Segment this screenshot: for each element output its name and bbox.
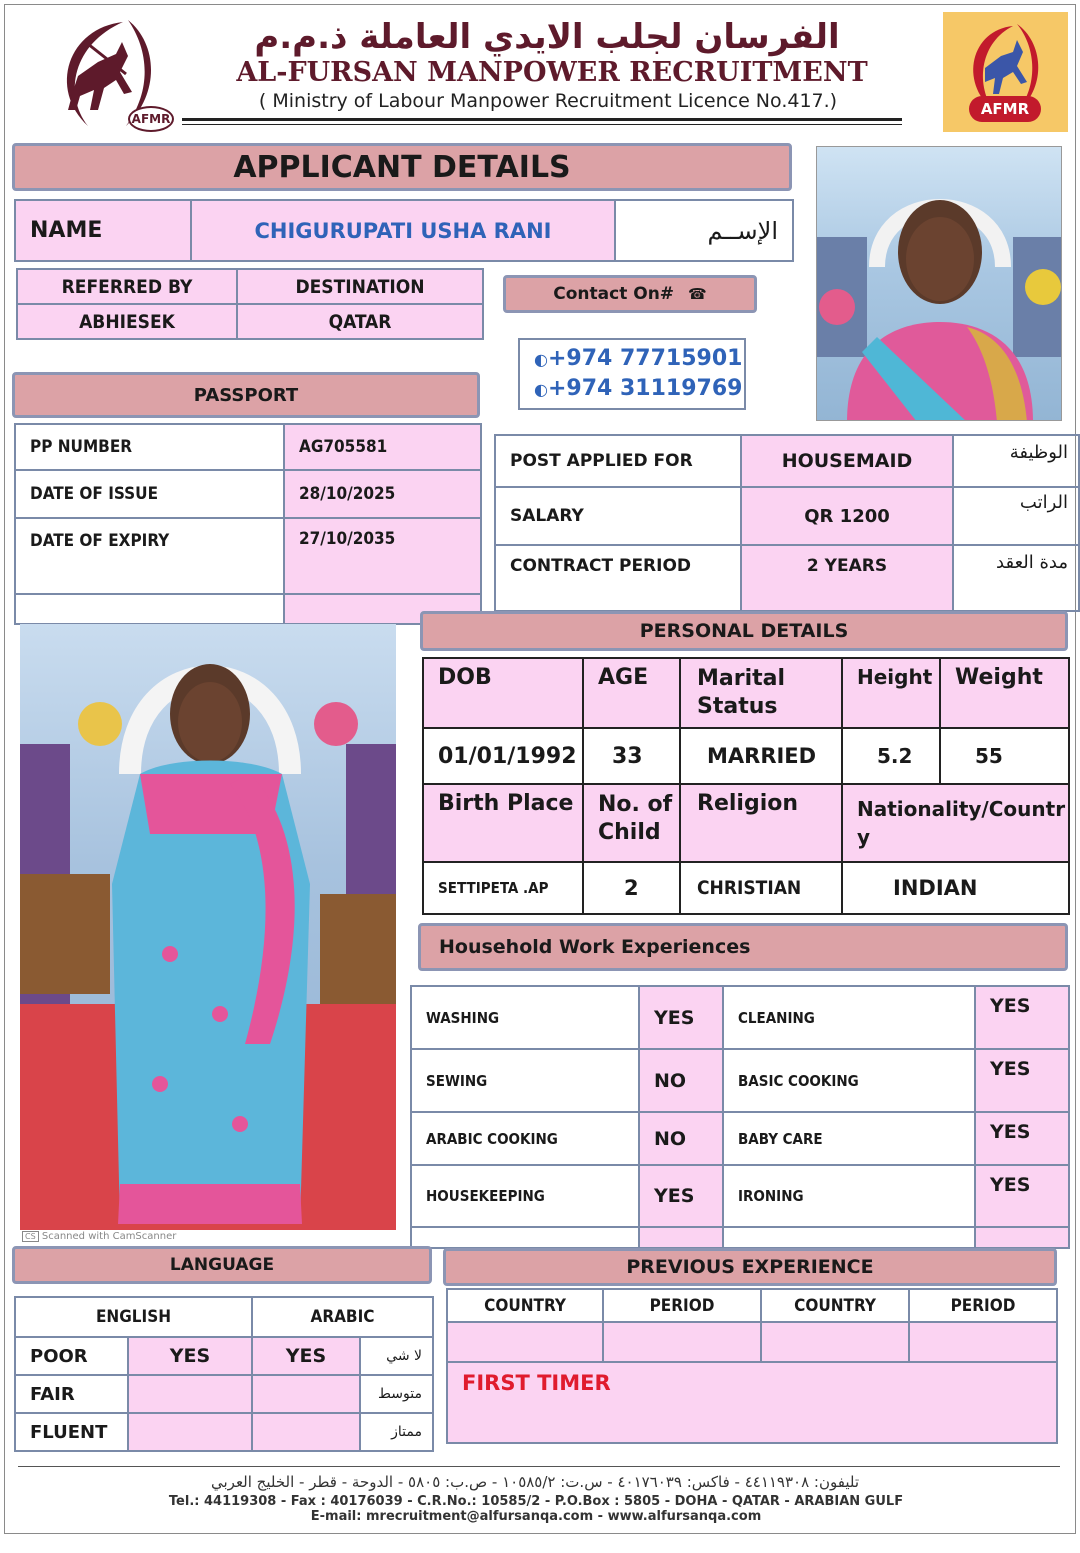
skill-ironing-label: IRONING xyxy=(723,1165,975,1227)
skill-baby-care-label: BABY CARE xyxy=(723,1112,975,1165)
household-empty-cell xyxy=(723,1227,975,1248)
prev-country-header-2: COUNTRY xyxy=(761,1289,909,1322)
whatsapp-icon: ◐ xyxy=(534,380,548,399)
pp-number-value: AG705581 xyxy=(284,424,481,470)
birthplace-value: SETTIPETA .AP xyxy=(423,862,583,914)
referred-by-value: ABHIESEK xyxy=(17,304,237,339)
prev-empty-cell xyxy=(909,1322,1057,1362)
age-header: AGE xyxy=(583,658,680,728)
level-fair-arabic: متوسط xyxy=(360,1375,433,1413)
contract-label-arabic: مدة العقد xyxy=(953,545,1079,611)
nationality-header: Nationality/Country xyxy=(842,784,1069,862)
english-fair-value xyxy=(128,1375,252,1413)
post-label-arabic: الوظيفة xyxy=(953,435,1079,487)
previous-experience-title xyxy=(443,1248,1057,1286)
salary-value: QR 1200 xyxy=(741,487,953,545)
company-licence: ( Ministry of Labour Manpower Recruitment Licence No.417.) xyxy=(258,90,838,112)
age-value: 33 xyxy=(583,728,680,784)
issue-date-label: DATE OF ISSUE xyxy=(15,470,284,518)
applicant-details-title-text: APPLICANT DETAILS xyxy=(233,149,571,185)
weight-header: Weight xyxy=(940,658,1069,728)
skill-housekeeping-label: HOUSEKEEPING xyxy=(411,1165,639,1227)
arabic-fluent-value xyxy=(252,1413,360,1451)
footer-english: Tel.: 44119308 - Fax : 40176039 - C.R.No.: 10585/2 - P.O.Box : 5805 - DOHA - QATAR - ARABIAN GULF xyxy=(168,1494,904,1509)
contact-phone-2: ◐+974 31119769 xyxy=(534,376,743,401)
salary-label-arabic: الراتب xyxy=(953,487,1079,545)
referred-by-label: REFERRED BY xyxy=(17,269,237,304)
skill-washing-value: YES xyxy=(639,986,723,1049)
passport-table xyxy=(14,423,482,625)
dob-value: 01/01/1992 xyxy=(423,728,583,784)
logo-badge: AFMR xyxy=(128,106,174,132)
skill-basic-cooking-label: BASIC COOKING xyxy=(723,1049,975,1112)
level-poor-arabic: لا شي xyxy=(360,1337,433,1375)
prev-country-header-1: COUNTRY xyxy=(447,1289,603,1322)
header-underline xyxy=(182,118,902,121)
issue-date-value: 28/10/2025 xyxy=(284,470,481,518)
footer-divider xyxy=(18,1466,1060,1467)
level-fluent-label: FLUENT xyxy=(15,1413,128,1451)
skill-sewing-label: SEWING xyxy=(411,1049,639,1112)
company-name-english: AL-FURSAN MANPOWER RECRUITMENT xyxy=(236,57,868,88)
height-header: Height xyxy=(842,658,940,728)
name-label: NAME xyxy=(15,200,191,261)
religion-header: Religion xyxy=(680,784,842,862)
weight-value: 55 xyxy=(940,728,1069,784)
skill-arabic-cooking-label: ARABIC COOKING xyxy=(411,1112,639,1165)
expiry-date-value: 27/10/2035 xyxy=(284,518,481,594)
household-empty-cell xyxy=(975,1227,1069,1248)
contact-phone-1: ◐+974 77715901 xyxy=(534,346,743,371)
footer-email: E-mail: mrecruitment@alfursanqa.com - www.alfursanqa.com xyxy=(310,1509,762,1524)
prev-period-header-1: PERIOD xyxy=(603,1289,761,1322)
contact-title-text: Contact On# xyxy=(553,284,675,304)
personal-details-title-text: PERSONAL DETAILS xyxy=(639,620,849,642)
pp-number-label: PP NUMBER xyxy=(15,424,284,470)
english-fluent-value xyxy=(128,1413,252,1451)
dob-header: DOB xyxy=(423,658,583,728)
post-applied-label: POST APPLIED FOR xyxy=(495,435,741,487)
skill-arabic-cooking-value: NO xyxy=(639,1112,723,1165)
skill-basic-cooking-value: YES xyxy=(975,1049,1069,1112)
camscanner-icon: CS xyxy=(22,1231,39,1242)
afmr-badge xyxy=(943,12,1068,132)
personal-table xyxy=(422,657,1070,915)
household-empty-cell xyxy=(411,1227,639,1248)
language-title xyxy=(12,1246,432,1284)
arabic-poor-value: YES xyxy=(252,1337,360,1375)
company-logo xyxy=(28,14,178,136)
portrait-photo xyxy=(816,146,1062,421)
skill-washing-label: WASHING xyxy=(411,986,639,1049)
name-label-arabic: الإســم xyxy=(615,200,793,261)
contact-title xyxy=(503,275,757,313)
prev-empty-cell xyxy=(761,1322,909,1362)
previous-experience-table xyxy=(446,1288,1058,1444)
household-empty-cell xyxy=(639,1227,723,1248)
passport-title-text: PASSPORT xyxy=(193,384,299,406)
prev-empty-cell xyxy=(603,1322,761,1362)
prev-period-header-2: PERIOD xyxy=(909,1289,1057,1322)
prev-empty-cell xyxy=(447,1322,603,1362)
religion-value: CHRISTIAN xyxy=(680,862,842,914)
scanner-watermark: CS Scanned with CamScanner xyxy=(22,1231,322,1245)
header-underline-thin xyxy=(182,124,902,125)
phone-icon: ☎ xyxy=(688,285,707,303)
level-fluent-arabic: ممتاز xyxy=(360,1413,433,1451)
referral-table xyxy=(16,268,484,340)
destination-label: DESTINATION xyxy=(237,269,483,304)
skill-baby-care-value: YES xyxy=(975,1112,1069,1165)
whatsapp-icon: ◐ xyxy=(534,350,548,369)
name-row xyxy=(14,199,794,262)
marital-value: MARRIED xyxy=(680,728,842,784)
company-name-arabic: الفرسان لجلب الايدي العاملة ذ.م.م xyxy=(254,17,840,57)
post-applied-value: HOUSEMAID xyxy=(741,435,953,487)
passport-empty-cell xyxy=(15,594,284,624)
contract-value: 2 YEARS xyxy=(741,545,953,611)
applicant-name: CHIGURUPATI USHA RANI xyxy=(191,200,615,261)
destination-value: QATAR xyxy=(237,304,483,339)
first-timer-note: FIRST TIMER xyxy=(447,1362,1057,1443)
children-value: 2 xyxy=(583,862,680,914)
contract-label: CONTRACT PERIOD xyxy=(495,545,741,611)
contact-box xyxy=(518,338,746,410)
expiry-date-label: DATE OF EXPIRY xyxy=(15,518,284,594)
level-fair-label: FAIR xyxy=(15,1375,128,1413)
salary-label: SALARY xyxy=(495,487,741,545)
previous-experience-title-text: PREVIOUS EXPERIENCE xyxy=(626,1256,874,1278)
job-table xyxy=(494,434,1080,612)
birthplace-header: Birth Place xyxy=(423,784,583,862)
skill-cleaning-value: YES xyxy=(975,986,1069,1049)
personal-details-title xyxy=(420,611,1068,651)
passport-title xyxy=(12,372,480,418)
applicant-details-title xyxy=(12,143,792,191)
children-header: No. of Child xyxy=(583,784,680,862)
footer-arabic: تليفون: ٤٤١١٩٣٠٨ - فاكس: ٤٠١٧٦٠٣٩ - س.ت: ١٠٥٨٥/٢ - ص.ب: ٥٨٠٥ - الدوحة - قطر - الخليج العربي xyxy=(210,1473,859,1491)
skill-ironing-value: YES xyxy=(975,1165,1069,1227)
full-body-photo xyxy=(20,624,396,1230)
english-poor-value: YES xyxy=(128,1337,252,1375)
household-title xyxy=(418,923,1068,971)
marital-header: Marital Status xyxy=(680,658,842,728)
household-table xyxy=(410,985,1070,1249)
language-title-text: LANGUAGE xyxy=(169,1255,275,1275)
skill-cleaning-label: CLEANING xyxy=(723,986,975,1049)
height-value: 5.2 xyxy=(842,728,940,784)
skill-housekeeping-value: YES xyxy=(639,1165,723,1227)
nationality-value: INDIAN xyxy=(842,862,1069,914)
skill-sewing-value: NO xyxy=(639,1049,723,1112)
arabic-header: ARABIC xyxy=(252,1297,433,1337)
arabic-fair-value xyxy=(252,1375,360,1413)
language-table xyxy=(14,1296,434,1452)
afmr-badge-text: AFMR xyxy=(980,100,1030,118)
level-poor-label: POOR xyxy=(15,1337,128,1375)
household-title-text: Household Work Experiences xyxy=(439,936,751,958)
english-header: ENGLISH xyxy=(15,1297,252,1337)
